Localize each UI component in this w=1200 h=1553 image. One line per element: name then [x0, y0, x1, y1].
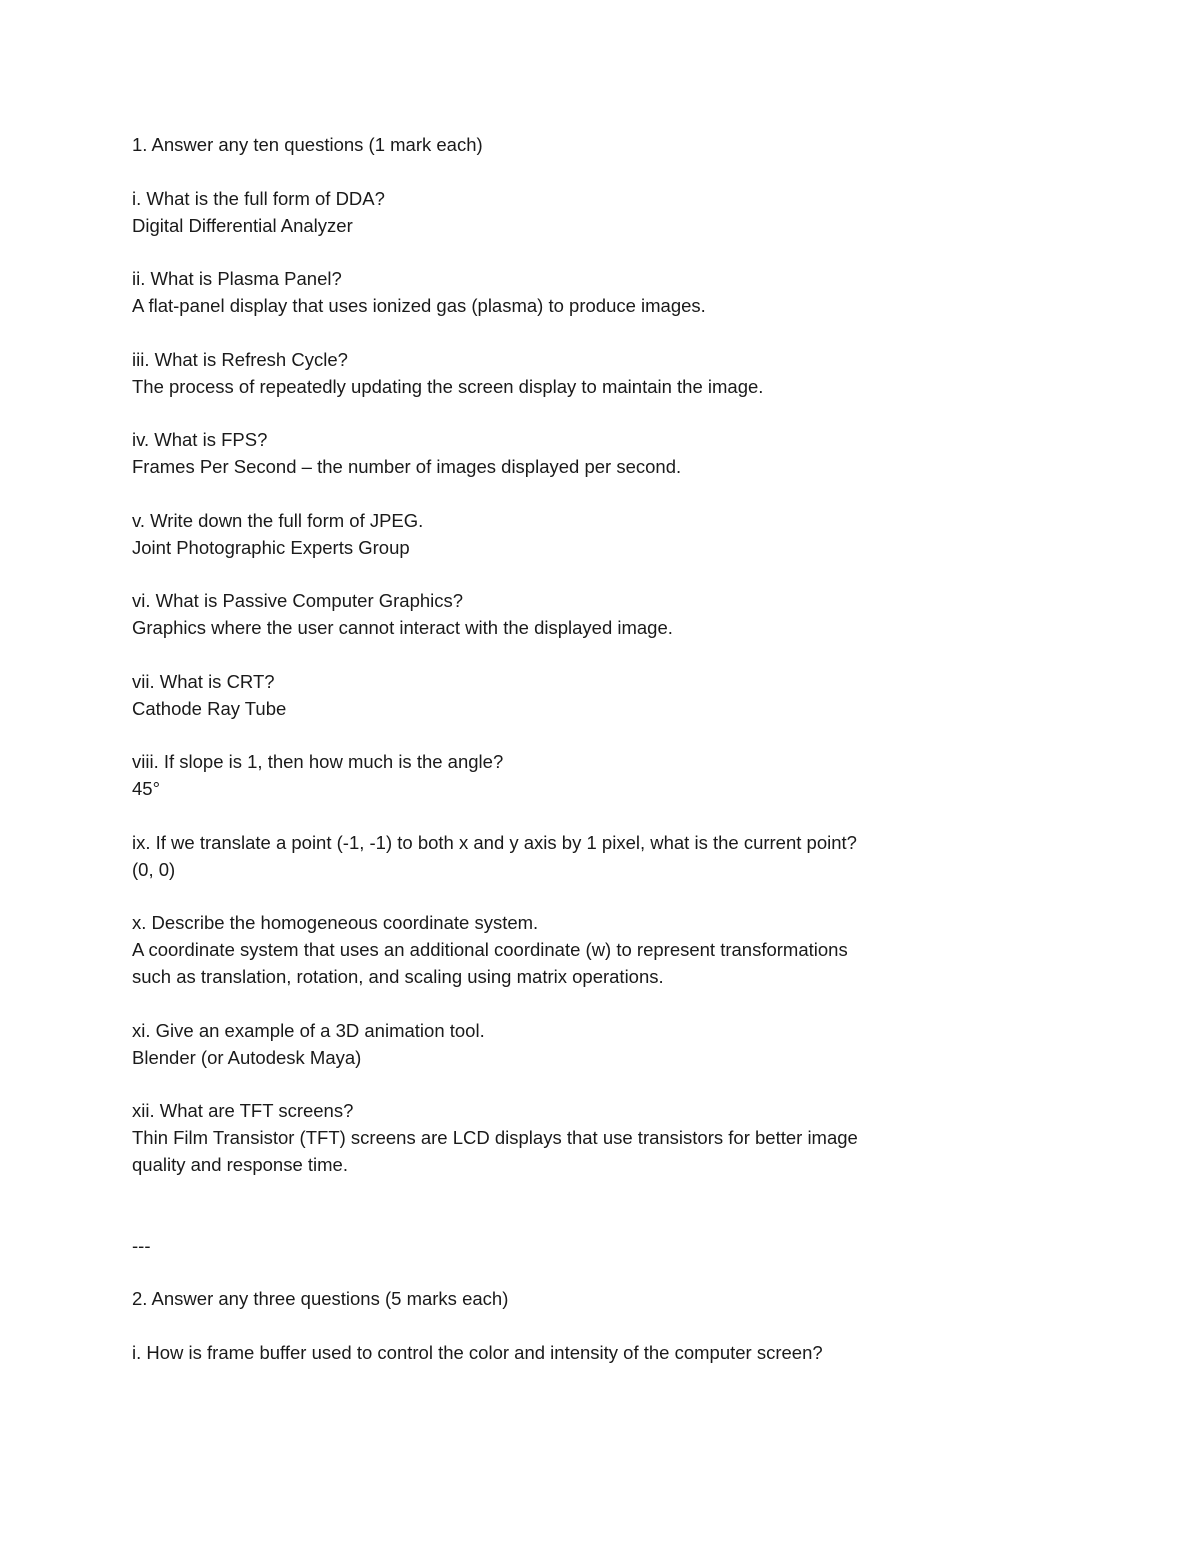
answer-text: (0, 0) [132, 858, 176, 880]
question-text: i. How is frame buffer used to control the color and intensity of the computer screen? [132, 1341, 823, 1363]
question-text: iii. What is Refresh Cycle? [132, 348, 348, 370]
question-text: ii. What is Plasma Panel? [132, 268, 342, 290]
question-item [132, 1340, 1092, 1367]
question-item [132, 749, 1092, 803]
question-item [132, 186, 1092, 240]
answer-text: Blender (or Autodesk Maya) [132, 1046, 362, 1068]
question-item [132, 508, 1092, 562]
question-text: xii. What are TFT screens? [132, 1100, 354, 1122]
blank-line [132, 1072, 1092, 1099]
question-text: xi. Give an example of a 3D animation tool. [132, 1019, 485, 1041]
blank-line [132, 991, 1092, 1018]
answer-text: A flat-panel display that uses ionized gas (plasma) to produce images. [132, 295, 706, 317]
blank-line [132, 1179, 1092, 1206]
blank-line [132, 1313, 1092, 1340]
answer-text: The process of repeatedly updating the screen display to maintain the image. [132, 375, 764, 397]
blank-line [132, 1259, 1092, 1286]
blank-line [132, 723, 1092, 750]
blank-line [132, 481, 1092, 508]
question-item [132, 830, 1092, 884]
blank-line [132, 642, 1092, 669]
answer-text: Graphics where the user cannot interact with the displayed image. [132, 617, 673, 639]
answer-text: Joint Photographic Experts Group [132, 536, 410, 558]
question-text: v. Write down the full form of JPEG. [132, 509, 424, 531]
blank-line [132, 239, 1092, 266]
blank-line [132, 884, 1092, 911]
section-1-heading: 1. Answer any ten questions (1 mark each) [132, 134, 483, 155]
question-text: iv. What is FPS? [132, 429, 268, 451]
blank-line [132, 1206, 1092, 1233]
blank-line [132, 320, 1092, 347]
question-text: i. What is the full form of DDA? [132, 187, 385, 209]
question-text: vi. What is Passive Computer Graphics? [132, 590, 464, 612]
answer-text: Cathode Ray Tube [132, 697, 287, 719]
question-text: x. Describe the homogeneous coordinate system. [132, 912, 539, 934]
blank-line [132, 400, 1092, 427]
question-item [132, 1098, 1092, 1179]
question-item [132, 347, 1092, 401]
question-item [132, 669, 1092, 723]
answer-text: Digital Differential Analyzer [132, 214, 353, 236]
answer-text: quality and response time. [132, 1154, 348, 1176]
document-body [132, 132, 1092, 1367]
answer-text: such as translation, rotation, and scaling using matrix operations. [132, 966, 664, 988]
question-item [132, 266, 1092, 320]
answer-text: Thin Film Transistor (TFT) screens are LCD displays that use transistors for better image [132, 1127, 858, 1149]
blank-line [132, 803, 1092, 830]
answer-text: A coordinate system that uses an additional coordinate (w) to represent transformations [132, 939, 848, 961]
question-text: ix. If we translate a point (-1, -1) to both x and y axis by 1 pixel, what is the current point? [132, 831, 857, 853]
question-item [132, 427, 1092, 481]
question-item [132, 1018, 1092, 1072]
question-text: vii. What is CRT? [132, 670, 275, 692]
section-2-heading: 2. Answer any three questions (5 marks each) [132, 1288, 509, 1310]
question-item [132, 910, 1092, 991]
blank-line [132, 159, 1092, 186]
answer-text: Frames Per Second – the number of images displayed per second. [132, 456, 682, 478]
question-text: viii. If slope is 1, then how much is the angle? [132, 751, 504, 773]
question-item [132, 588, 1092, 642]
section-separator: --- [132, 1234, 151, 1256]
blank-line [132, 562, 1092, 589]
answer-text: 45° [132, 778, 160, 800]
